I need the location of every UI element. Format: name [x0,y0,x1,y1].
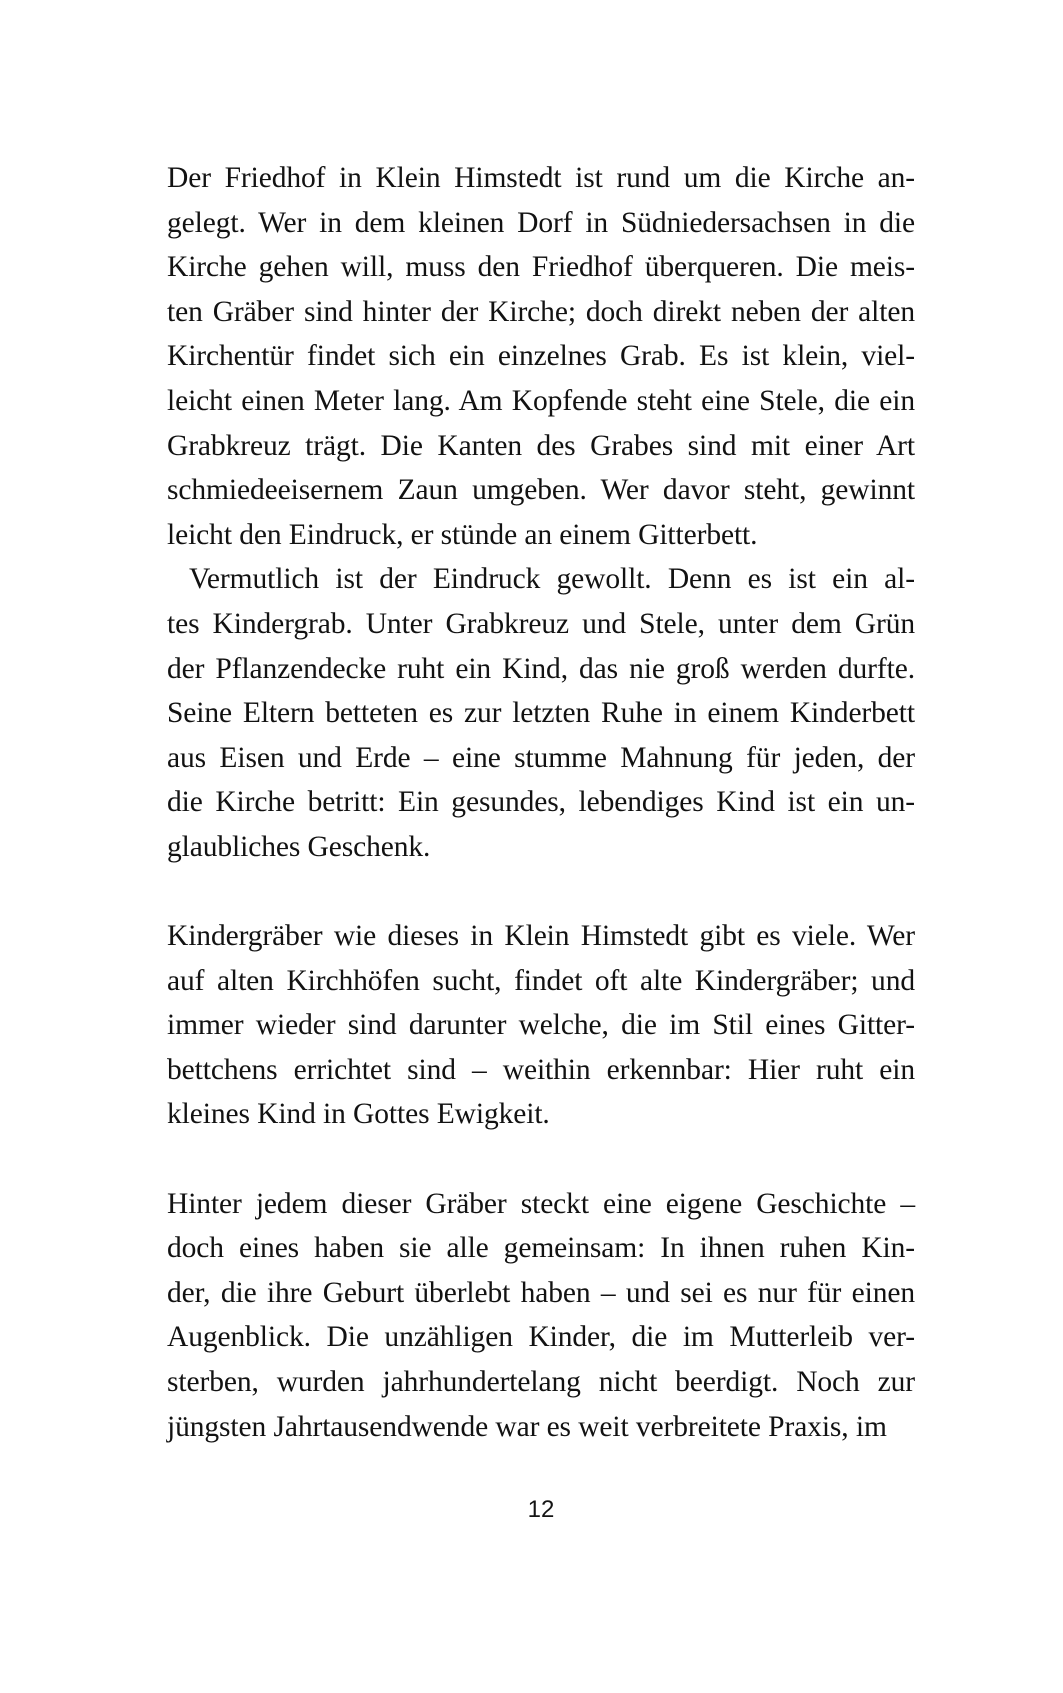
text-line: Der Friedhof in Klein Himstedt ist rund um die Kirche an- [167,162,915,194]
text-line: Grabkreuz trägt. Die Kanten des Grabes sind mit einer Art [167,429,915,462]
text-line: aus Eisen und Erde – eine stumme Mahnung für jeden, der [167,741,915,774]
text-line: der, die ihre Geburt überlebt haben – und sei es nur für einen [167,1276,915,1309]
text-line: Kirchentür findet sich ein einzelnes Grab. Es ist klein, viel- [167,340,915,373]
paragraph-4 [167,1182,915,1450]
text-line: leicht den Eindruck, er stünde an einem Gitterbett. [167,518,758,551]
text-line: die Kirche betritt: Ein gesundes, lebendiges Kind ist ein un- [167,786,915,819]
text-line: sterben, wurden jahrhundertelang nicht beerdigt. Noch zur [167,1366,915,1399]
paragraph-1 [167,156,915,557]
text-line: doch eines haben sie alle gemeinsam: In ihnen ruhen Kin- [167,1232,915,1265]
text-line: Kirche gehen will, muss den Friedhof überqueren. Die meis- [167,251,915,284]
paragraph-2 [167,557,915,869]
text-line: Augenblick. Die unzähligen Kinder, die im Mutterleib ver- [167,1321,915,1354]
text-line: Seine Eltern betteten es zur letzten Ruhe in einem Kinderbett [167,697,915,730]
text-line: der Pflanzendecke ruht ein Kind, das nie groß werden durfte. [167,652,915,685]
text-line: Hinter jedem dieser Gräber steckt eine eigene Geschichte – [167,1187,915,1220]
body-text [167,156,915,1449]
text-line: ten Gräber sind hinter der Kirche; doch direkt neben der alten [167,295,915,328]
text-line: Vermutlich ist der Eindruck gewollt. Denn es ist ein al- [189,563,915,596]
text-line: tes Kindergrab. Unter Grabkreuz und Stele, unter dem Grün [167,607,915,640]
text-line: glaubliches Geschenk. [167,830,431,863]
text-line: gelegt. Wer in dem kleinen Dorf in Südniedersachsen in die [167,206,915,239]
text-line: leicht einen Meter lang. Am Kopfende steht eine Stele, die ein [167,384,915,417]
page-number: 12 [527,1496,555,1523]
text-line: bettchens errichtet sind – weithin erkennbar: Hier ruht ein [167,1053,915,1086]
text-line: immer wieder sind darunter welche, die im Stil eines Gitter- [167,1009,915,1042]
text-line: auf alten Kirchhöfen sucht, findet oft alte Kindergräber; und [167,964,915,997]
text-line: schmiedeeisernem Zaun umgeben. Wer davor steht, gewinnt [167,474,915,507]
text-line: Kindergräber wie dieses in Klein Himstedt gibt es viele. Wer [167,920,915,953]
text-line: jüngsten Jahrtausendwende war es weit verbreitete Praxis, im [167,1410,887,1443]
text-line: kleines Kind in Gottes Ewigkeit. [167,1098,550,1131]
paragraph-3 [167,914,915,1137]
